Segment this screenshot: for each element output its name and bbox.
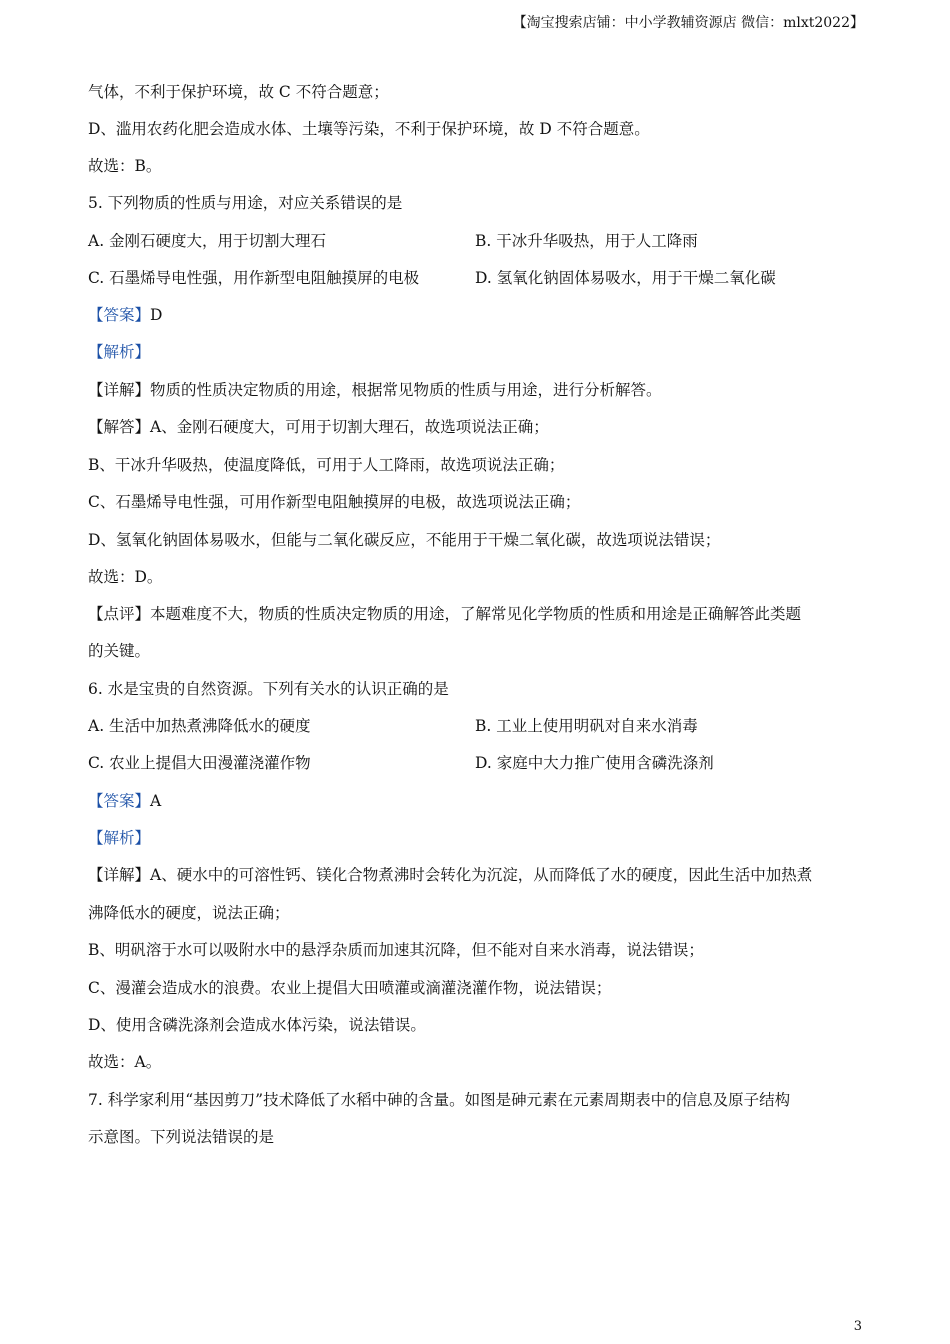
text-line: 气体，不利于保护环境，故 C 不符合题意；	[88, 83, 389, 101]
detail-text: A、硬水中的可溶性钙、镁化合物煮沸时会转化为沉淀，从而降低了水的硬度，因此生活中加热煮	[150, 866, 813, 884]
text-line: D、氢氧化钠固体易吸水，但能与二氧化碳反应，不能用于干燥二氧化碳，故选项说法错误；	[88, 531, 721, 549]
option-b: B. 工业上使用明矾对自来水消毒	[475, 717, 698, 735]
text-line: D、使用含磷洗涤剂会造成水体污染，说法错误。	[88, 1016, 426, 1034]
answer-tag: 【答案】	[88, 306, 151, 324]
solution-text: A、金刚石硬度大，可用于切割大理石，故选项说法正确；	[150, 418, 549, 436]
analysis-tag: 【解析】	[88, 343, 151, 361]
text-line: C、石墨烯导电性强，可用作新型电阻触摸屏的电极，故选项说法正确；	[88, 493, 581, 511]
option-a: A. 生活中加热煮沸降低水的硬度	[88, 717, 311, 735]
option-a: A. 金刚石硬度大，用于切割大理石	[88, 232, 327, 250]
answer-value: D	[150, 306, 163, 324]
comment-line	[88, 604, 868, 624]
comment-tag: 【点评】	[88, 605, 151, 623]
analysis-tag: 【解析】	[88, 829, 151, 847]
page-number: 3	[853, 1319, 862, 1334]
answer-value: A	[150, 792, 162, 810]
detail-tag: 【详解】	[88, 866, 151, 884]
text-line: 沸降低水的硬度，说法正确；	[88, 904, 290, 922]
analysis-line	[88, 828, 868, 848]
option-d: D. 家庭中大力推广使用含磷洗涤剂	[475, 754, 714, 772]
text-line: 故选：D。	[88, 568, 163, 586]
option-d: D. 氢氧化钠固体易吸水，用于干燥二氧化碳	[475, 269, 776, 287]
answer-line	[88, 791, 868, 811]
analysis-line	[88, 342, 868, 362]
detail-line	[88, 380, 868, 400]
answer-line	[88, 305, 868, 325]
text-line: 的关键。	[88, 642, 151, 660]
text-line: 故选：A。	[88, 1053, 162, 1071]
question-6-stem: 6. 水是宝贵的自然资源。下列有关水的认识正确的是	[88, 680, 449, 698]
question-5-stem: 5. 下列物质的性质与用途，对应关系错误的是	[88, 194, 403, 212]
question-5-options-row-2	[88, 268, 868, 288]
text-line: 故选：B。	[88, 157, 162, 175]
detail-tag: 【详解】	[88, 381, 151, 399]
question-6-options-row-2	[88, 753, 868, 773]
option-c: C. 石墨烯导电性强，用作新型电阻触摸屏的电极	[88, 269, 420, 287]
solution-tag: 【解答】	[88, 418, 151, 436]
page-header: 【淘宝搜索店铺：中小学教辅资源店 微信：mlxt2022】	[512, 15, 864, 31]
solution-line	[88, 417, 868, 437]
detail-line	[88, 865, 868, 885]
text-line: D、滥用农药化肥会造成水体、土壤等污染，不利于保护环境，故 D 不符合题意。	[88, 120, 650, 138]
detail-text: 物质的性质决定物质的用途，根据常见物质的性质与用途，进行分析解答。	[150, 381, 662, 399]
question-5-options-row-1	[88, 231, 868, 251]
comment-text: 本题难度不大，物质的性质决定物质的用途，了解常见化学物质的性质和用途是正确解答此类题	[150, 605, 802, 623]
answer-tag: 【答案】	[88, 792, 151, 810]
question-7-stem: 7. 科学家利用“基因剪刀”技术降低了水稻中砷的含量。如图是砷元素在元素周期表中的信息及原子结构	[88, 1091, 791, 1109]
option-c: C. 农业上提倡大田漫灌浇灌作物	[88, 754, 311, 772]
text-line: C、漫灌会造成水的浪费。农业上提倡大田喷灌或滴灌浇灌作物，说法错误；	[88, 979, 612, 997]
question-7-stem-cont: 示意图。下列说法错误的是	[88, 1128, 275, 1146]
question-6-options-row-1	[88, 716, 868, 736]
text-line: B、干冰升华吸热，使温度降低，可用于人工降雨，故选项说法正确；	[88, 456, 565, 474]
text-line: B、明矾溶于水可以吸附水中的悬浮杂质而加速其沉降，但不能对自来水消毒，说法错误；	[88, 941, 704, 959]
option-b: B. 干冰升华吸热，用于人工降雨	[475, 232, 698, 250]
